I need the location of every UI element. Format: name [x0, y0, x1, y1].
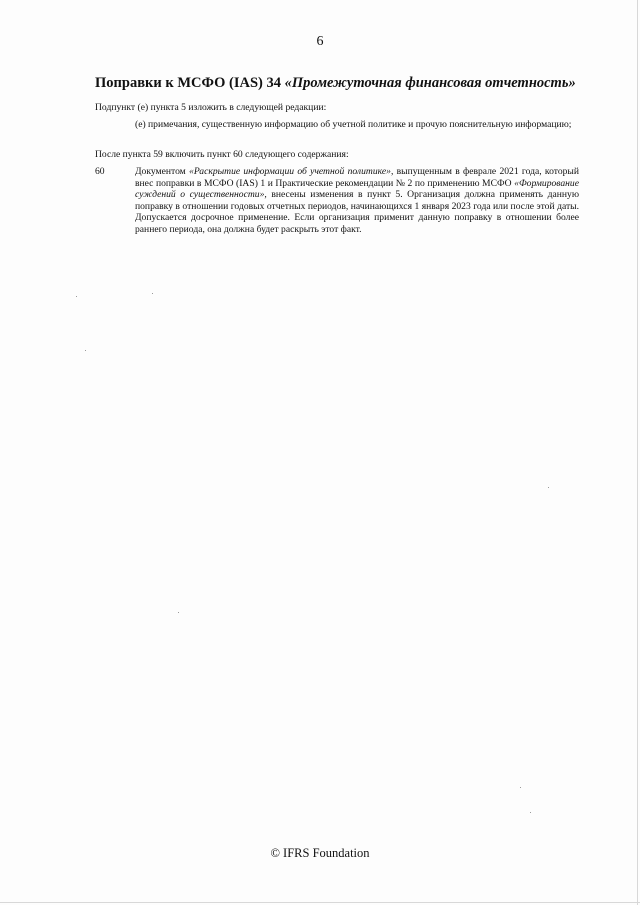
scan-speck	[548, 487, 549, 488]
paragraph-60	[135, 166, 579, 236]
scan-speck	[152, 293, 153, 294]
page-edge-right	[637, 0, 638, 905]
paragraph-number: 60	[95, 166, 105, 177]
heading-italic-title: «Промежуточная финансовая отчетность»	[284, 75, 576, 91]
paragraph-60-text-2: , выпущенным в феврале 2021 года, который внес поправки в МСФО (IAS) 1 и Практические рекомендации № 2 по применению МСФО	[135, 166, 579, 189]
paragraph-60-italic-1: «Раскрытие информации об учетной политике»	[189, 166, 391, 177]
scan-speck	[530, 812, 531, 813]
scan-speck	[520, 787, 521, 788]
paragraph-subitem-e: (е) примечания, существенную информацию об учетной политике и прочую пояснительную информацию;	[135, 119, 572, 130]
paragraph-60-text-3: , внесены изменения в пункт 5. Организация должна применять данную поправку в отношении годовых отчетных периодов, начинающихся 1 января 2023 года или после этой даты. Допускается досрочное применение. Если организация применит данную поправку в отношении более раннего периода, она должна будет раскрыть этот факт.	[135, 189, 579, 235]
paragraph-60-text-1: Документом	[135, 166, 190, 177]
paragraph-insert-instruction: После пункта 59 включить пункт 60 следующего содержания:	[95, 149, 349, 160]
heading-prefix: Поправки к МСФО (IAS) 34	[95, 75, 285, 91]
scan-speck	[178, 612, 179, 613]
paragraph-subitem-instruction: Подпункт (е) пункта 5 изложить в следующей редакции:	[95, 102, 327, 113]
page-footer: © IFRS Foundation	[270, 846, 370, 860]
page-number: 6	[316, 34, 324, 49]
paragraph-60-italic-2: «Формирование суждений о существенности»	[135, 177, 579, 201]
section-heading	[95, 75, 575, 92]
scan-speck	[76, 296, 77, 297]
page-edge-bottom	[0, 902, 640, 903]
scan-speck	[85, 350, 86, 351]
